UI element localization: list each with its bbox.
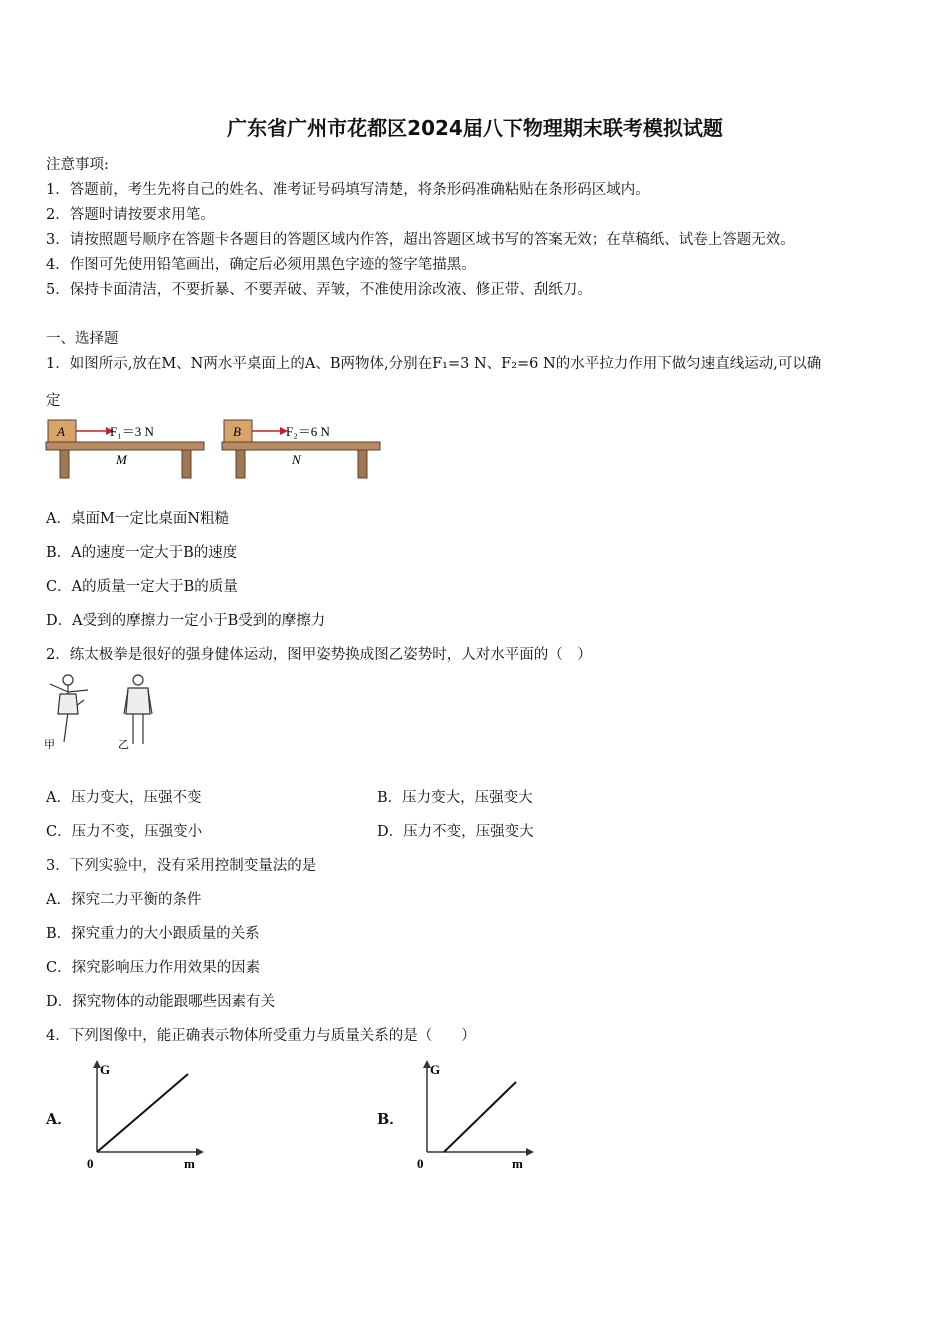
taichi-figure-jia [50, 675, 88, 742]
notice-item: 5．保持卡面清洁，不要折暴、不要弄破、弄皱，不准使用涂改液、修正带、刮纸刀。 [46, 282, 592, 298]
question-2-option-d: D．压力不变，压强变大 [377, 824, 534, 840]
y-axis-label: G [100, 1062, 111, 1077]
question-1-option-b: B．A的速度一定大于B的速度 [46, 545, 238, 561]
question-4-option-a-label: A． [46, 1111, 72, 1128]
question-1-stem-cont: 定 [46, 393, 61, 409]
question-4-option-b-label: B． [377, 1111, 404, 1128]
y-axis-label: G [430, 1062, 441, 1077]
notice-item: 2．答题时请按要求用笔。 [46, 207, 215, 223]
question-3-option-a: A．探究二力平衡的条件 [46, 892, 202, 908]
notice-heading: 注意事项: [46, 157, 109, 173]
section-heading: 一、选择题 [46, 331, 119, 347]
table-n [222, 442, 380, 478]
question-4-graph-b [412, 1058, 542, 1173]
origin-label: 0 [87, 1156, 94, 1171]
figure-jia-label: 甲 [44, 739, 55, 751]
page-title: 广东省广州市花都区2024届八下物理期末联考模拟试题 [227, 116, 723, 140]
notice-item: 3．请按照题号顺序在答题卡各题目的答题区域内作答，超出答题区域书写的答案无效；在草稿纸、试卷上答题无效。 [46, 232, 795, 248]
origin-label: 0 [417, 1156, 424, 1171]
table-n-label: N [292, 452, 301, 467]
force-f2-label: F₂＝6 N [286, 424, 330, 439]
notice-item: 1．答题前，考生先将自己的姓名、准考证号码填写清楚，将条形码准确粘贴在条形码区域内。 [46, 182, 650, 198]
question-1-option-c: C．A的质量一定大于B的质量 [46, 579, 238, 595]
force-f1-label: F₁＝3 N [110, 424, 154, 439]
question-2-option-c: C．压力不变，压强变小 [46, 824, 203, 840]
question-3-option-c: C．探究影响压力作用效果的因素 [46, 960, 261, 976]
question-3-option-d: D．探究物体的动能跟哪些因素有关 [46, 994, 276, 1010]
graph-line [444, 1082, 516, 1152]
question-1-option-a: A．桌面M一定比桌面N粗糙 [46, 511, 230, 527]
question-2-figure [42, 670, 162, 752]
block-b-label: B [233, 424, 241, 439]
question-1-figure [40, 412, 390, 484]
x-axis-label: m [184, 1156, 195, 1171]
taichi-figure-yi [124, 675, 152, 744]
question-1-option-d: D．A受到的摩擦力一定小于B受到的摩擦力 [46, 613, 326, 629]
question-3-option-b: B．探究重力的大小跟质量的关系 [46, 926, 260, 942]
question-4-stem: 4．下列图像中，能正确表示物体所受重力与质量关系的是（ ） [46, 1028, 476, 1044]
figure-yi-label: 乙 [118, 739, 129, 751]
question-2-option-a: A．压力变大，压强不变 [46, 790, 202, 806]
block-a-label: A [57, 424, 65, 439]
question-1-stem: 1．如图所示,放在M、N两水平桌面上的A、B两物体,分别在F₁=3 N、F₂=6 N的水平拉力作用下做匀速直线运动,可以确 [46, 356, 822, 372]
question-2-option-b: B．压力变大，压强变大 [377, 790, 533, 806]
notice-item: 4．作图可先使用铅笔画出，确定后必须用黑色字迹的签字笔描黑。 [46, 257, 476, 273]
question-2-stem: 2．练太极拳是很好的强身健体运动，图甲姿势换成图乙姿势时，人对水平面的（ ） [46, 647, 592, 663]
table-m-label: M [116, 452, 127, 467]
question-4-graph-a [82, 1058, 212, 1173]
x-axis-label: m [512, 1156, 523, 1171]
question-3-stem: 3．下列实验中，没有采用控制变量法的是 [46, 858, 317, 874]
graph-line [97, 1074, 188, 1152]
